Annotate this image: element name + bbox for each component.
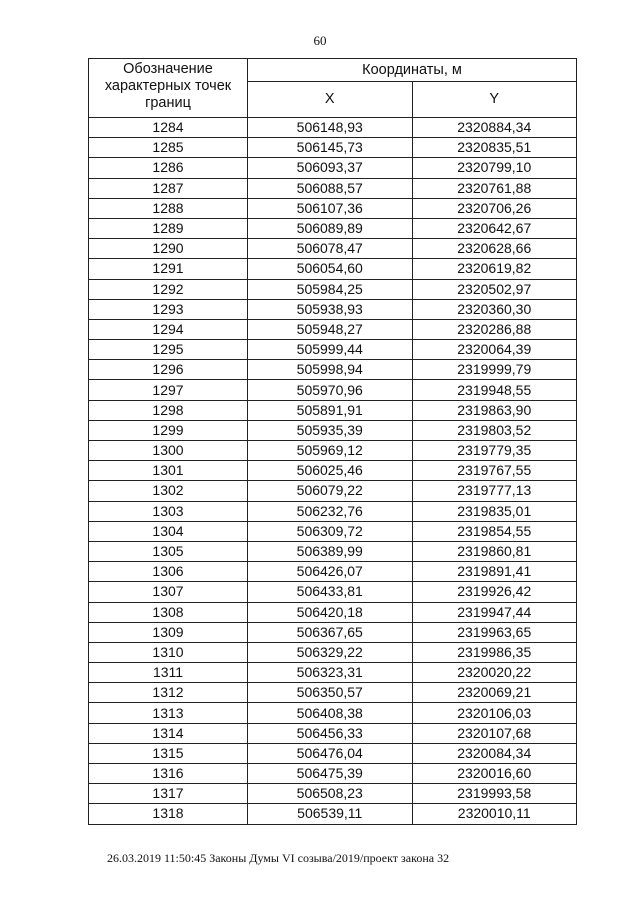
table-body (89, 118, 577, 825)
table-row (89, 239, 577, 259)
x-value-cell: 506476,04 (248, 743, 413, 763)
table-row (89, 380, 577, 400)
point-id-cell: 1305 (89, 541, 248, 561)
y-value-cell: 2320064,39 (412, 340, 577, 360)
point-id-cell: 1306 (89, 562, 248, 582)
y-value-cell: 2319948,55 (412, 380, 577, 400)
table-row (89, 118, 577, 138)
x-value-cell: 506508,23 (248, 784, 413, 804)
x-value-cell: 506420,18 (248, 602, 413, 622)
point-id-cell: 1304 (89, 521, 248, 541)
table-row (89, 259, 577, 279)
y-value-cell: 2319993,58 (412, 784, 577, 804)
y-value-cell: 2319963,65 (412, 622, 577, 642)
x-value-cell: 506148,93 (248, 118, 413, 138)
y-value-cell: 2320069,21 (412, 683, 577, 703)
point-id-cell: 1317 (89, 784, 248, 804)
point-id-cell: 1293 (89, 299, 248, 319)
point-id-cell: 1302 (89, 481, 248, 501)
y-value-cell: 2320761,88 (412, 178, 577, 198)
point-id-cell: 1303 (89, 501, 248, 521)
point-id-cell: 1285 (89, 138, 248, 158)
table-row (89, 319, 577, 339)
y-value-cell: 2320628,66 (412, 239, 577, 259)
point-id-cell: 1290 (89, 239, 248, 259)
x-value-cell: 505984,25 (248, 279, 413, 299)
table-row (89, 360, 577, 380)
point-id-cell: 1297 (89, 380, 248, 400)
point-id-cell: 1296 (89, 360, 248, 380)
x-value-cell: 506079,22 (248, 481, 413, 501)
y-value-cell: 2320084,34 (412, 743, 577, 763)
table-row (89, 481, 577, 501)
point-id-cell: 1286 (89, 158, 248, 178)
point-id-cell: 1307 (89, 582, 248, 602)
point-id-cell: 1284 (89, 118, 248, 138)
y-value-cell: 2320360,30 (412, 299, 577, 319)
point-id-cell: 1287 (89, 178, 248, 198)
x-value-cell: 506107,36 (248, 198, 413, 218)
table-row (89, 420, 577, 440)
table-row (89, 683, 577, 703)
y-value-cell: 2320020,22 (412, 663, 577, 683)
x-value-cell: 506350,57 (248, 683, 413, 703)
x-value-cell: 505998,94 (248, 360, 413, 380)
x-value-cell: 505935,39 (248, 420, 413, 440)
y-value-cell: 2319891,41 (412, 562, 577, 582)
table-row (89, 743, 577, 763)
x-value-cell: 505970,96 (248, 380, 413, 400)
table-row (89, 521, 577, 541)
y-value-cell: 2320286,88 (412, 319, 577, 339)
x-column-header: X (248, 82, 413, 118)
table-row (89, 582, 577, 602)
x-value-cell: 506456,33 (248, 723, 413, 743)
x-value-cell: 506433,81 (248, 582, 413, 602)
point-name-header (89, 59, 248, 118)
point-id-cell: 1288 (89, 198, 248, 218)
y-value-cell: 2319779,35 (412, 441, 577, 461)
table-row (89, 562, 577, 582)
coordinates-header: Координаты, м (248, 59, 577, 82)
coordinates-table (88, 58, 577, 825)
x-value-cell: 506054,60 (248, 259, 413, 279)
x-value-cell: 506078,47 (248, 239, 413, 259)
point-id-cell: 1308 (89, 602, 248, 622)
point-id-cell: 1295 (89, 340, 248, 360)
y-value-cell: 2319947,44 (412, 602, 577, 622)
table-row (89, 804, 577, 824)
header-row-top (89, 59, 577, 82)
x-value-cell: 506232,76 (248, 501, 413, 521)
point-id-cell: 1294 (89, 319, 248, 339)
point-name-header-line3: границ (145, 95, 191, 111)
x-value-cell: 506426,07 (248, 562, 413, 582)
table-row (89, 441, 577, 461)
point-id-cell: 1298 (89, 400, 248, 420)
x-value-cell: 506329,22 (248, 642, 413, 662)
y-value-cell: 2319777,13 (412, 481, 577, 501)
y-value-cell: 2319986,35 (412, 642, 577, 662)
y-value-cell: 2319835,01 (412, 501, 577, 521)
table-row (89, 158, 577, 178)
x-value-cell: 506475,39 (248, 764, 413, 784)
table-row (89, 784, 577, 804)
y-value-cell: 2320706,26 (412, 198, 577, 218)
x-value-cell: 506309,72 (248, 521, 413, 541)
point-name-header-line1: Обозначение (123, 61, 213, 77)
table-row (89, 299, 577, 319)
x-value-cell: 506093,37 (248, 158, 413, 178)
point-id-cell: 1301 (89, 461, 248, 481)
x-value-cell: 506367,65 (248, 622, 413, 642)
table-row (89, 218, 577, 238)
y-column-header: Y (412, 82, 577, 118)
point-id-cell: 1312 (89, 683, 248, 703)
y-value-cell: 2320016,60 (412, 764, 577, 784)
point-id-cell: 1313 (89, 703, 248, 723)
x-value-cell: 505938,93 (248, 299, 413, 319)
point-id-cell: 1318 (89, 804, 248, 824)
point-name-header-line2: характерных точек (104, 78, 232, 94)
y-value-cell: 2320106,03 (412, 703, 577, 723)
table-row (89, 663, 577, 683)
table-row (89, 198, 577, 218)
point-id-cell: 1292 (89, 279, 248, 299)
table-row (89, 723, 577, 743)
y-value-cell: 2320642,67 (412, 218, 577, 238)
point-id-cell: 1314 (89, 723, 248, 743)
table-row (89, 622, 577, 642)
y-value-cell: 2320835,51 (412, 138, 577, 158)
document-footer: 26.03.2019 11:50:45 Законы Думы VI созыва/2019/проект закона 32 (107, 851, 450, 865)
page-number: 60 (313, 33, 327, 48)
table-row (89, 501, 577, 521)
table-row (89, 461, 577, 481)
table-row (89, 400, 577, 420)
table-row (89, 764, 577, 784)
point-id-cell: 1299 (89, 420, 248, 440)
y-value-cell: 2320884,34 (412, 118, 577, 138)
y-value-cell: 2319860,81 (412, 541, 577, 561)
point-id-cell: 1291 (89, 259, 248, 279)
x-value-cell: 506088,57 (248, 178, 413, 198)
table-header (89, 59, 577, 118)
point-id-cell: 1289 (89, 218, 248, 238)
x-value-cell: 505891,91 (248, 400, 413, 420)
y-value-cell: 2319863,90 (412, 400, 577, 420)
x-value-cell: 506025,46 (248, 461, 413, 481)
y-value-cell: 2320107,68 (412, 723, 577, 743)
x-value-cell: 506389,99 (248, 541, 413, 561)
point-id-cell: 1311 (89, 663, 248, 683)
x-value-cell: 506145,73 (248, 138, 413, 158)
table-row (89, 703, 577, 723)
table-row (89, 602, 577, 622)
table-row (89, 138, 577, 158)
table-row (89, 178, 577, 198)
point-id-cell: 1309 (89, 622, 248, 642)
x-value-cell: 506323,31 (248, 663, 413, 683)
x-value-cell: 505948,27 (248, 319, 413, 339)
x-value-cell: 505969,12 (248, 441, 413, 461)
x-value-cell: 506408,38 (248, 703, 413, 723)
point-id-cell: 1315 (89, 743, 248, 763)
point-id-cell: 1310 (89, 642, 248, 662)
table-row (89, 541, 577, 561)
table-row (89, 279, 577, 299)
y-value-cell: 2319803,52 (412, 420, 577, 440)
y-value-cell: 2320619,82 (412, 259, 577, 279)
point-id-cell: 1316 (89, 764, 248, 784)
point-id-cell: 1300 (89, 441, 248, 461)
y-value-cell: 2320502,97 (412, 279, 577, 299)
y-value-cell: 2319999,79 (412, 360, 577, 380)
x-value-cell: 506089,89 (248, 218, 413, 238)
table-row (89, 340, 577, 360)
x-value-cell: 505999,44 (248, 340, 413, 360)
y-value-cell: 2319926,42 (412, 582, 577, 602)
y-value-cell: 2319854,55 (412, 521, 577, 541)
y-value-cell: 2320799,10 (412, 158, 577, 178)
x-value-cell: 506539,11 (248, 804, 413, 824)
table-row (89, 642, 577, 662)
y-value-cell: 2319767,55 (412, 461, 577, 481)
y-value-cell: 2320010,11 (412, 804, 577, 824)
